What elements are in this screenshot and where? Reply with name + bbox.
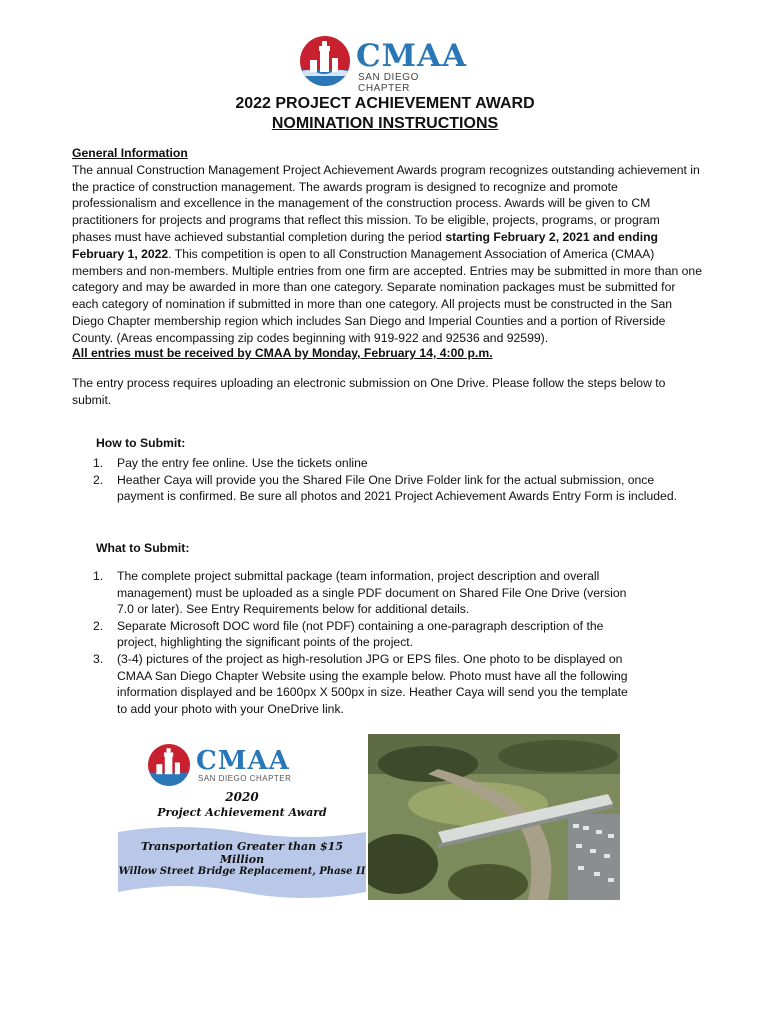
list-number: 1. [93, 569, 104, 583]
general-text-part2: . This competition is open to all Construction Management Association of America (CMAA) members and non-members. Multiple entries from one firm are accepted. Entries may be submitted in more than one category and may be awarded in more than one category. Separate nomination packages must be submitted for each category of nomination if submitted in more than one category. All projects must be constructed in the San Diego Chapter membership region which includes San Diego and Imperial Counties and a portion of Riverside County. (Areas encompassing zip codes beginning with 919-922 and 92536 and 92599). [72, 246, 702, 345]
award-category: Transportation Greater than $15 Million [141, 840, 343, 866]
general-information-paragraph [72, 162, 702, 347]
list-item [93, 472, 683, 505]
list-text: Heather Caya will provide you the Shared File One Drive Folder link for the actual submission, once payment is confirmed. Be sure all photos and 2021 Project Achievement Awards Entry Form is included. [117, 472, 678, 504]
list-number: 2. [93, 472, 104, 487]
list-item [93, 651, 633, 717]
award-logo-subtitle: SAN DIEGO CHAPTER [198, 774, 292, 783]
award-year: 2020 [225, 790, 259, 804]
page-title: 2022 PROJECT ACHIEVEMENT AWARD [235, 95, 535, 112]
general-text-part1: The annual Construction Management Project Achievement Awards program recognizes outstanding achievement in the practice of construction management. The awards program is designed to recognize and promote professionalism and excellence in the management of the construction process. Awards will be given to CM practitioners for projects and programs that reflect this mission. To be eligible, projects, programs, or program phases must have achieved substantial completion during the period [72, 162, 700, 244]
list-number: 2. [93, 618, 104, 633]
list-text: Separate Microsoft DOC word file (not PDF) containing a one-paragraph description of the project, highlighting the significant points of the project. [117, 618, 604, 650]
entry-process-text: The entry process requires uploading an electronic submission on One Drive. Please follow the steps below to submit. [72, 376, 666, 407]
what-to-submit-heading: What to Submit: [96, 541, 190, 555]
list-text: Pay the entry fee online. Use the tickets online [117, 456, 368, 470]
logo-subtitle: SAN DIEGO CHAPTER [358, 72, 419, 94]
aerial-bridge-photo [368, 734, 620, 900]
eligibility-period: starting February 2, 2021 and ending February 1, 2022 [72, 229, 658, 261]
general-information-heading: General Information [72, 146, 188, 160]
example-award-image [118, 734, 620, 910]
award-template-panel [118, 734, 366, 910]
lighthouse-icon [300, 36, 350, 86]
list-text: The complete project submittal package (team information, project description and overall management) must be uploaded as a single PDF document on Shared File One Drive (version 7.0 or later). See Entry Requirements below for additional details. [117, 569, 627, 617]
list-number: 3. [93, 651, 104, 666]
award-project: Willow Street Bridge Replacement, Phase II [118, 866, 366, 877]
what-to-submit-list [93, 568, 633, 717]
list-item [93, 618, 633, 651]
how-to-submit-heading: How to Submit: [96, 436, 186, 450]
page-subtitle: NOMINATION INSTRUCTIONS [271, 115, 499, 132]
logo-wordmark: CMAA [356, 38, 468, 74]
general-information-section [72, 145, 702, 347]
lighthouse-icon [148, 744, 190, 786]
deadline-notice: All entries must be received by CMAA by Monday, February 14, 4:00 p.m. [72, 346, 493, 360]
list-number: 1. [93, 456, 104, 470]
award-name: Project Achievement Award [157, 806, 327, 819]
cmaa-logo [300, 36, 470, 94]
award-logo-wordmark: CMAA [196, 746, 290, 776]
list-text: (3-4) pictures of the project as high-resolution JPG or EPS files. One photo to be displayed on CMAA San Diego Chapter Website using the example below. Photo must have all the following information displayed and be 1600px X 500px in size. Heather Caya will send you the template to add your photo with your OneDrive link. [117, 651, 628, 716]
how-to-submit-list [93, 455, 683, 505]
list-item [93, 455, 683, 472]
list-item [93, 568, 633, 618]
